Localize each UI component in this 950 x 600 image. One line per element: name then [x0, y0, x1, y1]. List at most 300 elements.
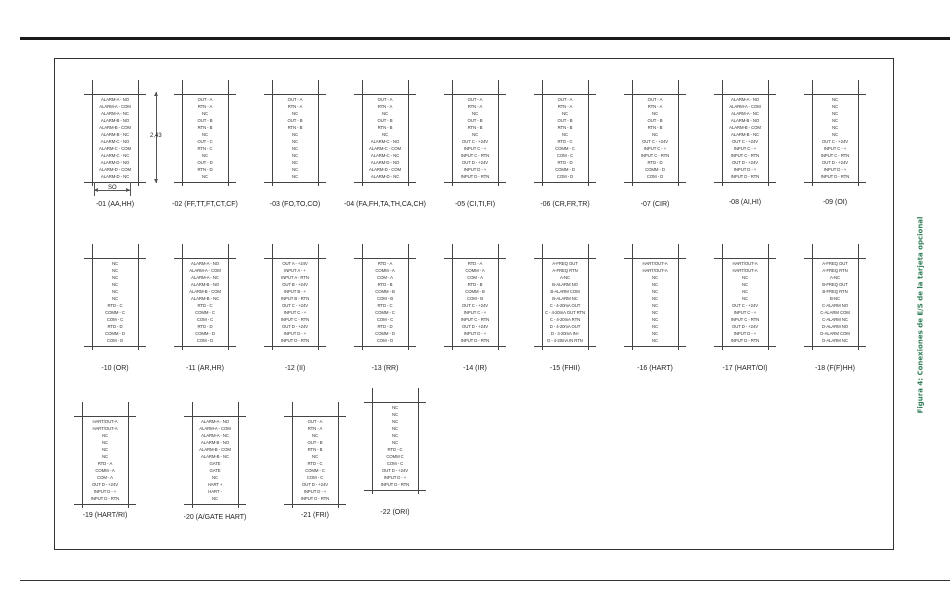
terminal-list [632, 96, 678, 180]
terminal-label: D - 4-20mA IN RTN [547, 338, 583, 343]
terminal-list [452, 96, 498, 180]
terminal-block-top-line [624, 258, 686, 259]
terminal-label: INPUT D - + [823, 167, 847, 172]
terminal-label: COMM - C [375, 310, 395, 315]
terminal-label: COM - A [377, 275, 393, 280]
terminal-label: NC [111, 282, 118, 287]
terminal-label: INPUT D - + [283, 331, 307, 336]
terminal-label: D-ALARM NC [822, 338, 848, 343]
terminal-block-top-line [74, 416, 136, 417]
terminal-label: OUT C - +24V [731, 303, 759, 308]
terminal-label: HART/OUT-A [732, 261, 758, 266]
terminal-label: NC [111, 268, 118, 273]
terminal-block-bottom-line [444, 346, 506, 347]
terminal-label: C-ALARM NC [822, 317, 848, 322]
card-caption: -16 (HART) [637, 365, 673, 372]
terminal-label: RTN - B [307, 447, 323, 452]
terminal-list [182, 96, 228, 180]
terminal-label: RTD - C [307, 461, 323, 466]
terminal-label: ALARM-B - NC [201, 454, 229, 459]
bottom-rule [20, 580, 950, 581]
terminal-label: OUT - C [197, 139, 213, 144]
terminal-label: NC [111, 261, 118, 266]
terminal-label: ALARM-B - NC [101, 132, 129, 137]
terminal-label: A-FREQ OUT [552, 261, 578, 266]
terminal-label: HART/OUT-A [92, 419, 118, 424]
terminal-label: INPUT C - RTN [730, 317, 760, 322]
terminal-label: A-NC [559, 275, 571, 280]
terminal-label: ALARM-A - NO [201, 419, 229, 424]
terminal-list [372, 404, 418, 488]
terminal-label: NC [561, 132, 568, 137]
terminal-block-right-edge [138, 80, 139, 186]
terminal-label: RTN - B [377, 125, 393, 130]
terminal-block-top-line [354, 94, 416, 95]
terminal-label: RTD - B [467, 282, 483, 287]
terminal-block-top-line [714, 94, 776, 95]
terminal-label: RTD - D [557, 160, 573, 165]
terminal-label: HART/OUT-A [642, 268, 668, 273]
terminal-label: D - 4-20mA OUT [549, 324, 581, 329]
terminal-label: COMM - D [105, 331, 125, 336]
terminal-label: NC [291, 160, 298, 165]
terminal-label: NC [291, 174, 298, 179]
terminal-list [722, 260, 768, 344]
terminal-label: COM - A [97, 475, 113, 480]
terminal-label: NC [291, 139, 298, 144]
terminal-block-right-edge [678, 244, 679, 350]
terminal-label: NC [111, 275, 118, 280]
terminal-label: COM - C [386, 461, 404, 466]
terminal-label: C - 4-20mA OUT [549, 303, 581, 308]
top-rule [20, 37, 950, 40]
connection-card [624, 244, 686, 350]
terminal-block-top-line [804, 258, 866, 259]
figure-caption-text: Figura 4: Conexiones de E/S de la tarjeta opcional [916, 216, 925, 414]
terminal-block-bottom-line [444, 182, 506, 183]
terminal-label: NC [111, 289, 118, 294]
terminal-list [292, 418, 338, 502]
connection-card [264, 244, 326, 350]
terminal-label: NC [391, 412, 398, 417]
terminal-label: OUT D - +24V [281, 324, 309, 329]
terminal-label: COM - D [106, 338, 124, 343]
terminal-block-right-edge [498, 80, 499, 186]
terminal-block-bottom-line [534, 346, 596, 347]
connection-card [284, 402, 346, 508]
terminal-block-right-edge [138, 244, 139, 350]
connection-card [804, 244, 866, 350]
terminal-label: OUT D - +24V [731, 324, 759, 329]
terminal-label: OUT D - +24V [381, 468, 409, 473]
terminal-label: RTN - B [647, 125, 663, 130]
terminal-label: OUT - B [647, 118, 663, 123]
terminal-label: OUT C - +24V [461, 303, 489, 308]
terminal-block-bottom-line [284, 504, 346, 505]
card-caption: -17 (HART/OI) [722, 365, 768, 372]
terminal-label: NC [651, 331, 658, 336]
terminal-block-bottom-line [184, 504, 246, 505]
terminal-label: COM - D [376, 338, 394, 343]
terminal-label: INPUT D - + [733, 167, 757, 172]
terminal-block-right-edge [408, 244, 409, 350]
card-caption: -18 (F(F)HH) [814, 365, 856, 372]
terminal-label: RTD - D [647, 160, 663, 165]
terminal-label: ALARM-A - NC [201, 433, 229, 438]
terminal-block-bottom-line [534, 182, 596, 183]
terminal-label: RTD - C [197, 303, 213, 308]
terminal-label: RTN - B [287, 125, 303, 130]
terminal-label: OUT - B [377, 118, 393, 123]
connection-card [354, 244, 416, 350]
connection-card [804, 80, 866, 186]
terminal-label: COM - C [196, 317, 214, 322]
terminal-list [92, 96, 138, 180]
terminal-label: ALARM-C - COM [99, 146, 131, 151]
terminal-label: RTD - A [97, 461, 113, 466]
terminal-label: ALARM-B - NC [191, 296, 219, 301]
terminal-label: COMM C [386, 454, 404, 459]
connection-card [364, 388, 426, 494]
terminal-label: RTD - C [377, 303, 393, 308]
terminal-label: ALARM-C - NO [370, 139, 400, 144]
terminal-label: NC [651, 303, 658, 308]
terminal-label: INPUT D - RTN [730, 174, 760, 179]
terminal-label: ALARM-A - NO [191, 261, 219, 266]
terminal-label: RTD - D [377, 324, 393, 329]
terminal-label: INPUT D - RTN [90, 496, 120, 501]
card-caption: -09 (OI) [822, 199, 848, 206]
terminal-label: NC [831, 104, 838, 109]
terminal-label: COMM - C [195, 310, 215, 315]
terminal-list [272, 260, 318, 344]
terminal-label: COMM - C [105, 310, 125, 315]
terminal-label: A-FREQ RTN [552, 268, 578, 273]
terminal-block-right-edge [338, 402, 339, 508]
terminal-label: NC [101, 433, 108, 438]
terminal-label: NC [391, 419, 398, 424]
terminal-label: COMM - A [95, 468, 115, 473]
terminal-label: RTN - D [197, 167, 213, 172]
terminal-label: COMM - A [465, 268, 485, 273]
terminal-label: NC [291, 132, 298, 137]
terminal-label: INPUT A - RTN [281, 275, 309, 280]
terminal-label: NC [831, 111, 838, 116]
terminal-label: COM - A [467, 275, 483, 280]
terminal-label: NC [651, 317, 658, 322]
terminal-label: OUT D - +24V [301, 482, 329, 487]
terminal-label: ALARM-D - NO [100, 160, 130, 165]
terminal-label: COMM - D [555, 167, 575, 172]
terminal-label: OUT - B [467, 118, 483, 123]
card-caption: -22 (ORI) [380, 509, 410, 516]
terminal-label: NC [651, 296, 658, 301]
terminal-label: RTD - C [557, 139, 573, 144]
terminal-label: INPUT C - + [733, 146, 757, 151]
terminal-label: INPUT D - RTN [380, 482, 410, 487]
terminal-label: OUT - B [307, 440, 323, 445]
terminal-label: NC [201, 111, 208, 116]
card-caption: -05 (CI,TI,FI) [454, 201, 496, 208]
terminal-label: ALARM-C - NC [100, 153, 130, 158]
terminal-label: INPUT D - RTN [460, 338, 490, 343]
terminal-label: COM - D [556, 174, 574, 179]
card-caption: -11 (AR,HR) [186, 365, 224, 372]
terminal-label: RTD - D [107, 324, 123, 329]
terminal-label: ALARM-D - NC [100, 174, 130, 179]
terminal-label: OUT C - +24V [821, 139, 849, 144]
terminal-label: NC [211, 475, 218, 480]
connection-card [714, 80, 776, 186]
terminal-block-bottom-line [354, 346, 416, 347]
terminal-label: OUT C - +24V [461, 139, 489, 144]
terminal-label: NC [831, 132, 838, 137]
figure-caption [912, 216, 928, 414]
terminal-block-top-line [354, 258, 416, 259]
terminal-label: RTD - C [107, 303, 123, 308]
terminal-block-top-line [804, 94, 866, 95]
terminal-label: COMM - B [465, 289, 485, 294]
terminal-label: ALARM-C - COM [369, 146, 401, 151]
connection-card [84, 80, 146, 186]
terminal-block-bottom-line [264, 346, 326, 347]
terminal-label: COM - C [376, 317, 394, 322]
terminal-label: NC [201, 132, 208, 137]
terminal-label: INPUT D - + [93, 489, 117, 494]
dimension-width-label: SO [108, 185, 117, 191]
terminal-label: OUT C - +24V [731, 139, 759, 144]
connection-card [264, 80, 326, 186]
terminal-list [722, 96, 768, 180]
terminal-block-right-edge [858, 244, 859, 350]
terminal-label: NC [211, 496, 218, 501]
terminal-label: NC [291, 153, 298, 158]
terminal-label: INPUT C - + [823, 146, 847, 151]
terminal-label: INPUT D - RTN [460, 174, 490, 179]
terminal-label: OUT - B [287, 118, 303, 123]
terminal-label: C - 4-20mA RTN [549, 317, 581, 322]
card-caption: -10 (OR) [101, 365, 129, 372]
terminal-label: COMM - D [375, 331, 395, 336]
terminal-block-right-edge [318, 80, 319, 186]
terminal-label: GATE [209, 461, 221, 466]
terminal-label: RTD - A [467, 261, 483, 266]
terminal-block-bottom-line [84, 346, 146, 347]
terminal-label: ALARM-D - NC [370, 174, 400, 179]
terminal-label: NC [101, 447, 108, 452]
card-caption: -04 (FA,FH,TA,TH,CA,CH) [344, 201, 426, 208]
terminal-label: NC [651, 338, 658, 343]
card-caption: -20 (A/GATE HART) [183, 514, 247, 521]
terminal-label: NC [201, 174, 208, 179]
dimension-arrow-left-icon [94, 188, 98, 192]
terminal-label: NC [831, 118, 838, 123]
terminal-label: ALARM-D - COM [369, 167, 401, 172]
terminal-label: NC [391, 433, 398, 438]
card-caption: -07 (CIR) [640, 201, 670, 208]
terminal-list [812, 96, 858, 180]
terminal-label: A-FREQ OUT [822, 261, 848, 266]
terminal-label: RTN - A [287, 104, 303, 109]
terminal-label: B-NC [829, 296, 841, 301]
terminal-label: D-ALARM NO [822, 324, 848, 329]
terminal-label: D-ALARM COM [820, 331, 850, 336]
connection-card [184, 402, 246, 508]
terminal-label: INPUT C - + [463, 146, 487, 151]
terminal-label: ALARM-B - NC [731, 132, 759, 137]
terminal-label: INPUT C - RTN [280, 317, 310, 322]
terminal-label: C - 4-20mA OUT RTN [544, 310, 586, 315]
terminal-label: COM - D [196, 338, 214, 343]
terminal-block-bottom-line [804, 346, 866, 347]
terminal-label: OUT - A [307, 419, 323, 424]
terminal-label: HART/OUT-A [92, 426, 118, 431]
terminal-label: HART/OUT-A [732, 268, 758, 273]
terminal-label: ALARM-A - NC [101, 111, 129, 116]
terminal-label: RTN - B [467, 125, 483, 130]
terminal-block-right-edge [418, 388, 419, 494]
terminal-list [452, 260, 498, 344]
terminal-label: OUT D - +24V [731, 160, 759, 165]
connection-card [534, 244, 596, 350]
terminal-block-right-edge [588, 244, 589, 350]
terminal-label: ALARM-B - NO [190, 282, 220, 287]
terminal-block-top-line [174, 258, 236, 259]
terminal-block-bottom-line [714, 182, 776, 183]
terminal-block-right-edge [588, 80, 589, 186]
terminal-block-top-line [364, 402, 426, 403]
terminal-label: B-ALARM NO [552, 282, 578, 287]
terminal-block-right-edge [678, 80, 679, 186]
terminal-block-bottom-line [264, 182, 326, 183]
terminal-block-right-edge [238, 402, 239, 508]
terminal-label: NC [311, 433, 318, 438]
card-caption: -13 (RR) [371, 365, 399, 372]
terminal-label: HART/OUT-A [642, 261, 668, 266]
terminal-label: ALARM-A - COM [189, 268, 221, 273]
terminal-label: INPUT C - + [643, 146, 667, 151]
terminal-label: RTN - C [197, 146, 213, 151]
terminal-label: GATE [209, 468, 221, 473]
terminal-label: INPUT D - + [383, 475, 407, 480]
terminal-block-right-edge [498, 244, 499, 350]
terminal-label: NC [651, 324, 658, 329]
connection-card [444, 244, 506, 350]
terminal-label: INPUT A - + [284, 268, 306, 273]
terminal-label: INPUT D - RTN [300, 496, 330, 501]
terminal-label: ALARM-A - NC [731, 111, 759, 116]
terminal-label: OUT - B [197, 118, 213, 123]
terminal-block-right-edge [768, 244, 769, 350]
terminal-block-top-line [284, 416, 346, 417]
terminal-label: NC [651, 275, 658, 280]
terminal-label: INPUT C - RTN [460, 317, 490, 322]
connection-card [174, 80, 236, 186]
terminal-block-top-line [714, 258, 776, 259]
terminal-list [82, 418, 128, 502]
connection-card [444, 80, 506, 186]
terminal-label: COM - C [556, 153, 574, 158]
terminal-label: ALARM-D - COM [99, 167, 131, 172]
terminal-list [192, 418, 238, 502]
card-caption: -03 (FO,TO,CO) [269, 201, 321, 208]
terminal-label: OUT D - +24V [461, 324, 489, 329]
terminal-label: ALARM-B - COM [729, 125, 761, 130]
terminal-label: RTN - A [647, 104, 663, 109]
terminal-label: NC [291, 146, 298, 151]
terminal-label: ALARM-C - NO [100, 139, 130, 144]
terminal-label: NC [651, 132, 658, 137]
terminal-label: COMM - D [645, 167, 665, 172]
dimension-arrow-bottom-icon [154, 179, 158, 183]
terminal-label: OUT C - +24V [281, 303, 309, 308]
terminal-block-top-line [84, 94, 146, 95]
terminal-label: NC [561, 111, 568, 116]
terminal-label: OUT B - +24V [282, 282, 308, 287]
terminal-label: NC [311, 454, 318, 459]
terminal-label: RTN - A [377, 104, 393, 109]
terminal-label: INPUT C - RTN [820, 153, 850, 158]
terminal-label: ALARM-B - COM [199, 447, 231, 452]
connection-card [624, 80, 686, 186]
terminal-label: NC [381, 132, 388, 137]
card-caption: -06 (CR,FR,TR) [540, 201, 590, 208]
terminal-block-bottom-line [354, 182, 416, 183]
terminal-label: NC [471, 111, 478, 116]
terminal-label: ALARM-D - NO [370, 160, 400, 165]
terminal-label: HART + [207, 482, 223, 487]
terminal-label: ALARM-B - NO [100, 118, 130, 123]
terminal-label: COM - D [646, 174, 664, 179]
terminal-label: B-ALARM NC [552, 296, 578, 301]
terminal-label: INPUT D - RTN [730, 338, 760, 343]
terminal-label: A-NC [829, 275, 841, 280]
terminal-block-bottom-line [804, 182, 866, 183]
connection-card [174, 244, 236, 350]
terminal-label: C-ALARM NO [822, 303, 848, 308]
terminal-label: NC [741, 296, 748, 301]
terminal-label: RTN - B [557, 125, 573, 130]
terminal-block-top-line [444, 94, 506, 95]
terminal-list [812, 260, 858, 344]
dimension-arrow-top-icon [154, 92, 158, 96]
terminal-label: COMM - C [305, 468, 325, 473]
card-caption: -02 (FF,TT,FT,CT,CF) [172, 201, 238, 208]
terminal-block-top-line [264, 258, 326, 259]
terminal-list [362, 96, 408, 180]
terminal-label: OUT - A [467, 97, 483, 102]
terminal-label: OUT - D [197, 160, 213, 165]
terminal-list [542, 260, 588, 344]
terminal-block-bottom-line [624, 346, 686, 347]
terminal-label: INPUT D - RTN [820, 174, 850, 179]
terminal-label: INPUT C - + [463, 310, 487, 315]
terminal-list [632, 260, 678, 344]
connection-card [84, 244, 146, 350]
terminal-list [542, 96, 588, 180]
terminal-block-bottom-line [364, 490, 426, 491]
terminal-block-top-line [264, 94, 326, 95]
terminal-label: NC [651, 289, 658, 294]
terminal-label: OUT - A [647, 97, 663, 102]
card-caption: -14 (IR) [463, 365, 487, 372]
terminal-label: ALARM-C - NC [370, 153, 400, 158]
terminal-block-top-line [184, 416, 246, 417]
terminal-label: COM - C [106, 317, 124, 322]
terminal-label: OUT D - +24V [461, 160, 489, 165]
terminal-label: ALARM-A - COM [199, 426, 231, 431]
terminal-label: NC [651, 111, 658, 116]
